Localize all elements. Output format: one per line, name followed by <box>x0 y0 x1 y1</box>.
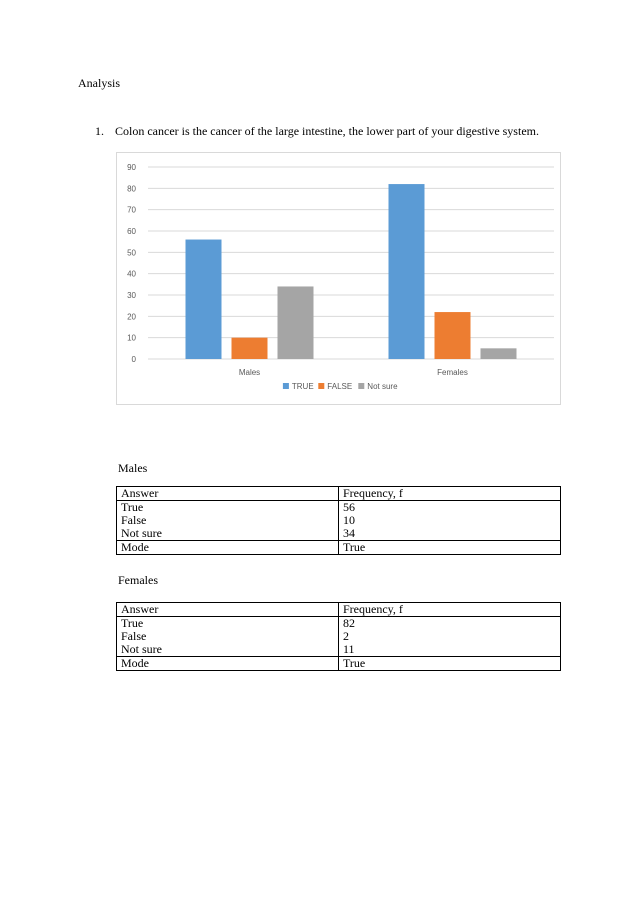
frequency-cell <box>339 501 561 541</box>
y-tick-label: 60 <box>127 227 136 236</box>
legend-label: TRUE <box>291 382 314 391</box>
females-table-title: Females <box>118 573 158 587</box>
y-tick-label: 80 <box>127 184 136 194</box>
x-category-label: Females <box>437 368 468 377</box>
legend-label: Not sure <box>367 382 398 391</box>
frequency-true: 56 <box>343 500 355 514</box>
bar <box>435 312 471 359</box>
table-header-row <box>117 603 561 617</box>
answer-cell <box>117 617 339 657</box>
table-row <box>117 617 561 657</box>
legend-swatch <box>358 383 364 389</box>
males-table-title: Males <box>118 461 148 475</box>
bar <box>389 184 425 359</box>
females-frequency-table <box>116 602 561 671</box>
answer-not-sure: Not sure <box>121 642 162 656</box>
x-category-label: Males <box>238 368 261 377</box>
table-row-mode <box>117 541 561 555</box>
header-answer: Answer <box>117 603 339 617</box>
bar <box>481 348 517 359</box>
y-tick-label: 50 <box>127 248 136 258</box>
y-tick-label: 70 <box>127 205 136 215</box>
frequency-cell <box>339 617 561 657</box>
frequency-true: 82 <box>343 616 355 630</box>
answer-cell <box>117 501 339 541</box>
legend-swatch <box>318 383 324 389</box>
question-text: Colon cancer is the cancer of the large intestine, the lower part of your digestive system. <box>115 124 539 138</box>
bar <box>232 338 268 359</box>
header-frequency: Frequency, f <box>339 487 561 501</box>
legend-swatch <box>283 383 289 389</box>
frequency-not-sure: 34 <box>343 526 355 540</box>
y-tick-label: 40 <box>127 269 136 279</box>
answer-true: True <box>121 616 144 630</box>
question-item <box>95 124 539 139</box>
bar <box>186 240 222 359</box>
y-tick-label: 30 <box>127 291 136 300</box>
y-tick-label: 20 <box>127 312 136 322</box>
table-row <box>117 501 561 541</box>
answer-false: False <box>121 513 147 527</box>
mode-label: Mode <box>117 541 339 555</box>
y-tick-label: 0 <box>131 355 136 364</box>
header-frequency: Frequency, f <box>339 603 561 617</box>
table-header-row <box>117 487 561 501</box>
males-frequency-table <box>116 486 561 555</box>
y-tick-label: 10 <box>127 333 136 343</box>
bar <box>278 286 314 359</box>
page-heading: Analysis <box>78 76 120 90</box>
header-answer: Answer <box>117 487 339 501</box>
question-number: 1. <box>95 124 104 138</box>
mode-label: Mode <box>117 657 339 671</box>
frequency-false: 2 <box>343 629 349 643</box>
mode-value: True <box>339 657 561 671</box>
frequency-not-sure: 11 <box>343 642 355 656</box>
answer-not-sure: Not sure <box>121 526 162 540</box>
y-tick-label: 90 <box>127 163 136 172</box>
answer-true: True <box>121 500 144 514</box>
frequency-false: 10 <box>343 513 355 527</box>
bar-chart <box>116 152 561 405</box>
table-row-mode <box>117 657 561 671</box>
bar-chart-svg <box>117 153 562 406</box>
mode-value: True <box>339 541 561 555</box>
legend-label: FALSE <box>327 382 353 391</box>
answer-false: False <box>121 629 147 643</box>
